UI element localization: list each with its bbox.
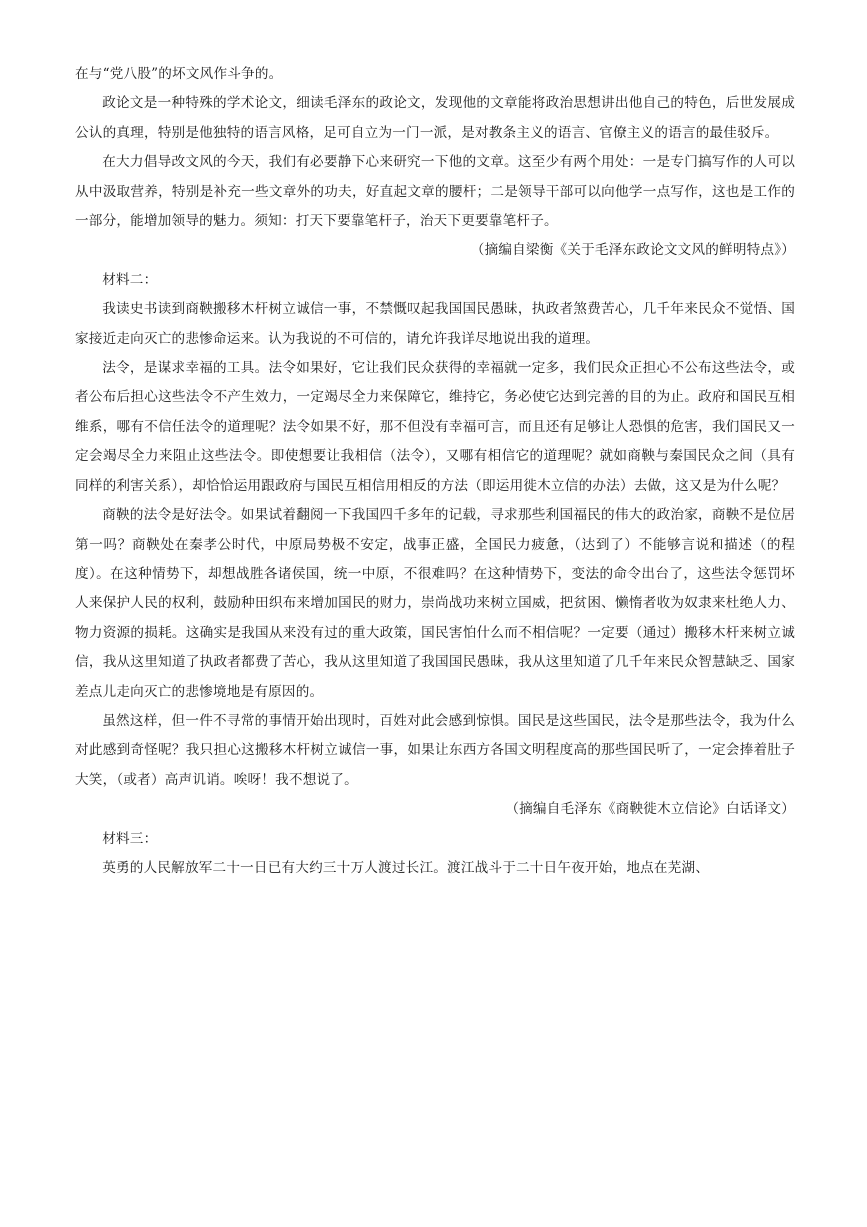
paragraph: 在大力倡导改文风的今天，我们有必要静下心来研究一下他的文章。这至少有两个用处：一是专门搞写作的人可以从中汲取营养，特别是补充一些文章外的功夫，好直起文章的腰杆；二是领导干部可以向他学一点写作，这也是工作的一部分，能增加领导的魅力。须知：打天下要靠笔杆子，治天下更要靠笔杆子。 (75, 154, 795, 230)
paragraph: 法令，是谋求幸福的工具。法令如果好，它让我们民众获得的幸福就一定多，我们民众正担心不公布这些法令，或者公布后担心这些法令不产生效力，一定竭尽全力来保障它，维持它，务必使它达到完善的目的为止。政府和国民互相维系，哪有不信任法令的道理呢？法令如果不好，那不但没有幸福可言，而且还有足够让人恐惧的危害，我们国民又一定会竭尽全力来阻止这些法令。即使想要让我相信（法令），又哪有相信它的道理呢？就如商鞅与秦国民众之间（具有同样的利害关系），却恰恰运用跟政府与国民互相信用相反的方法（即运用徙木立信的办法）去做，这又是为什么呢？ (75, 360, 795, 494)
paragraph: 在与“党八股”的坏文风作斗争的。 (75, 66, 283, 82)
source-citation: （摘编自毛泽东《商鞅徙木立信论》白话译文） (505, 801, 795, 818)
paragraph: 我读史书读到商鞅搬移木杆树立诚信一事，不禁慨叹起我国国民愚昧，执政者煞费苦心，几千年来民众不觉悟、国家接近走向灭亡的悲惨命运来。认为我说的不可信的，请允许我详尽地说出我的道理。 (75, 301, 795, 347)
paragraph: 商鞅的法令是好法令。如果试着翻阅一下我国四千多年的记载，寻求那些利国福民的伟大的政治家，商鞅不是位居第一吗？商鞅处在秦孝公时代，中原局势极不安定，战事正盛，全国民力疲惫，（达到了）不能够言说和描述（的程度）。在这种情势下，却想战胜各诸侯国，统一中原，不很难吗？在这种情势下，变法的命令出台了，这些法令惩罚坏人来保护人民的权利，鼓励种田织布来增加国民的财力，崇尚战功来树立国威，把贫困、懒惰者收为奴隶来杜绝人力、物力资源的损耗。这确实是我国从来没有过的重大政策，国民害怕什么而不相信呢？一定要（通过）搬移木杆来树立诚信，我从这里知道了执政者都费了苦心，我从这里知道了我国国民愚昧，我从这里知道了几千年来民众智慧缺乏、国家差点儿走向灭亡的悲惨境地是有原因的。 (75, 507, 795, 700)
paragraph: 虽然这样，但一件不寻常的事情开始出现时，百姓对此会感到惊惧。国民是这些国民，法令是那些法令，我为什么对此感到奇怪呢？我只担心这搬移木杆树立诚信一事，如果让东西方各国文明程度高的那些国民听了，一定会捧着肚子大笑，（或者）高声讥诮。唉呀！我不想说了。 (75, 712, 795, 788)
section-heading: 材料三： (102, 830, 158, 847)
source-citation: （摘编自梁衡《关于毛泽东政论文文风的鲜明特点》） (470, 242, 795, 259)
section-heading: 材料二： (102, 271, 158, 288)
paragraph: 英勇的人民解放军二十一日已有大约三十万人渡过长江。渡江战斗于二十日午夜开始，地点在芜湖、 (102, 859, 710, 876)
document-body (75, 60, 795, 883)
paragraph: 政论文是一种特殊的学术论文，细读毛泽东的政论文，发现他的文章能将政治思想讲出他自己的特色，后世发展成公认的真理，特别是他独特的语言风格，足可自立为一门一派，是对教条主义的语言、官僚主义的语言的最佳驳斥。 (75, 95, 795, 141)
